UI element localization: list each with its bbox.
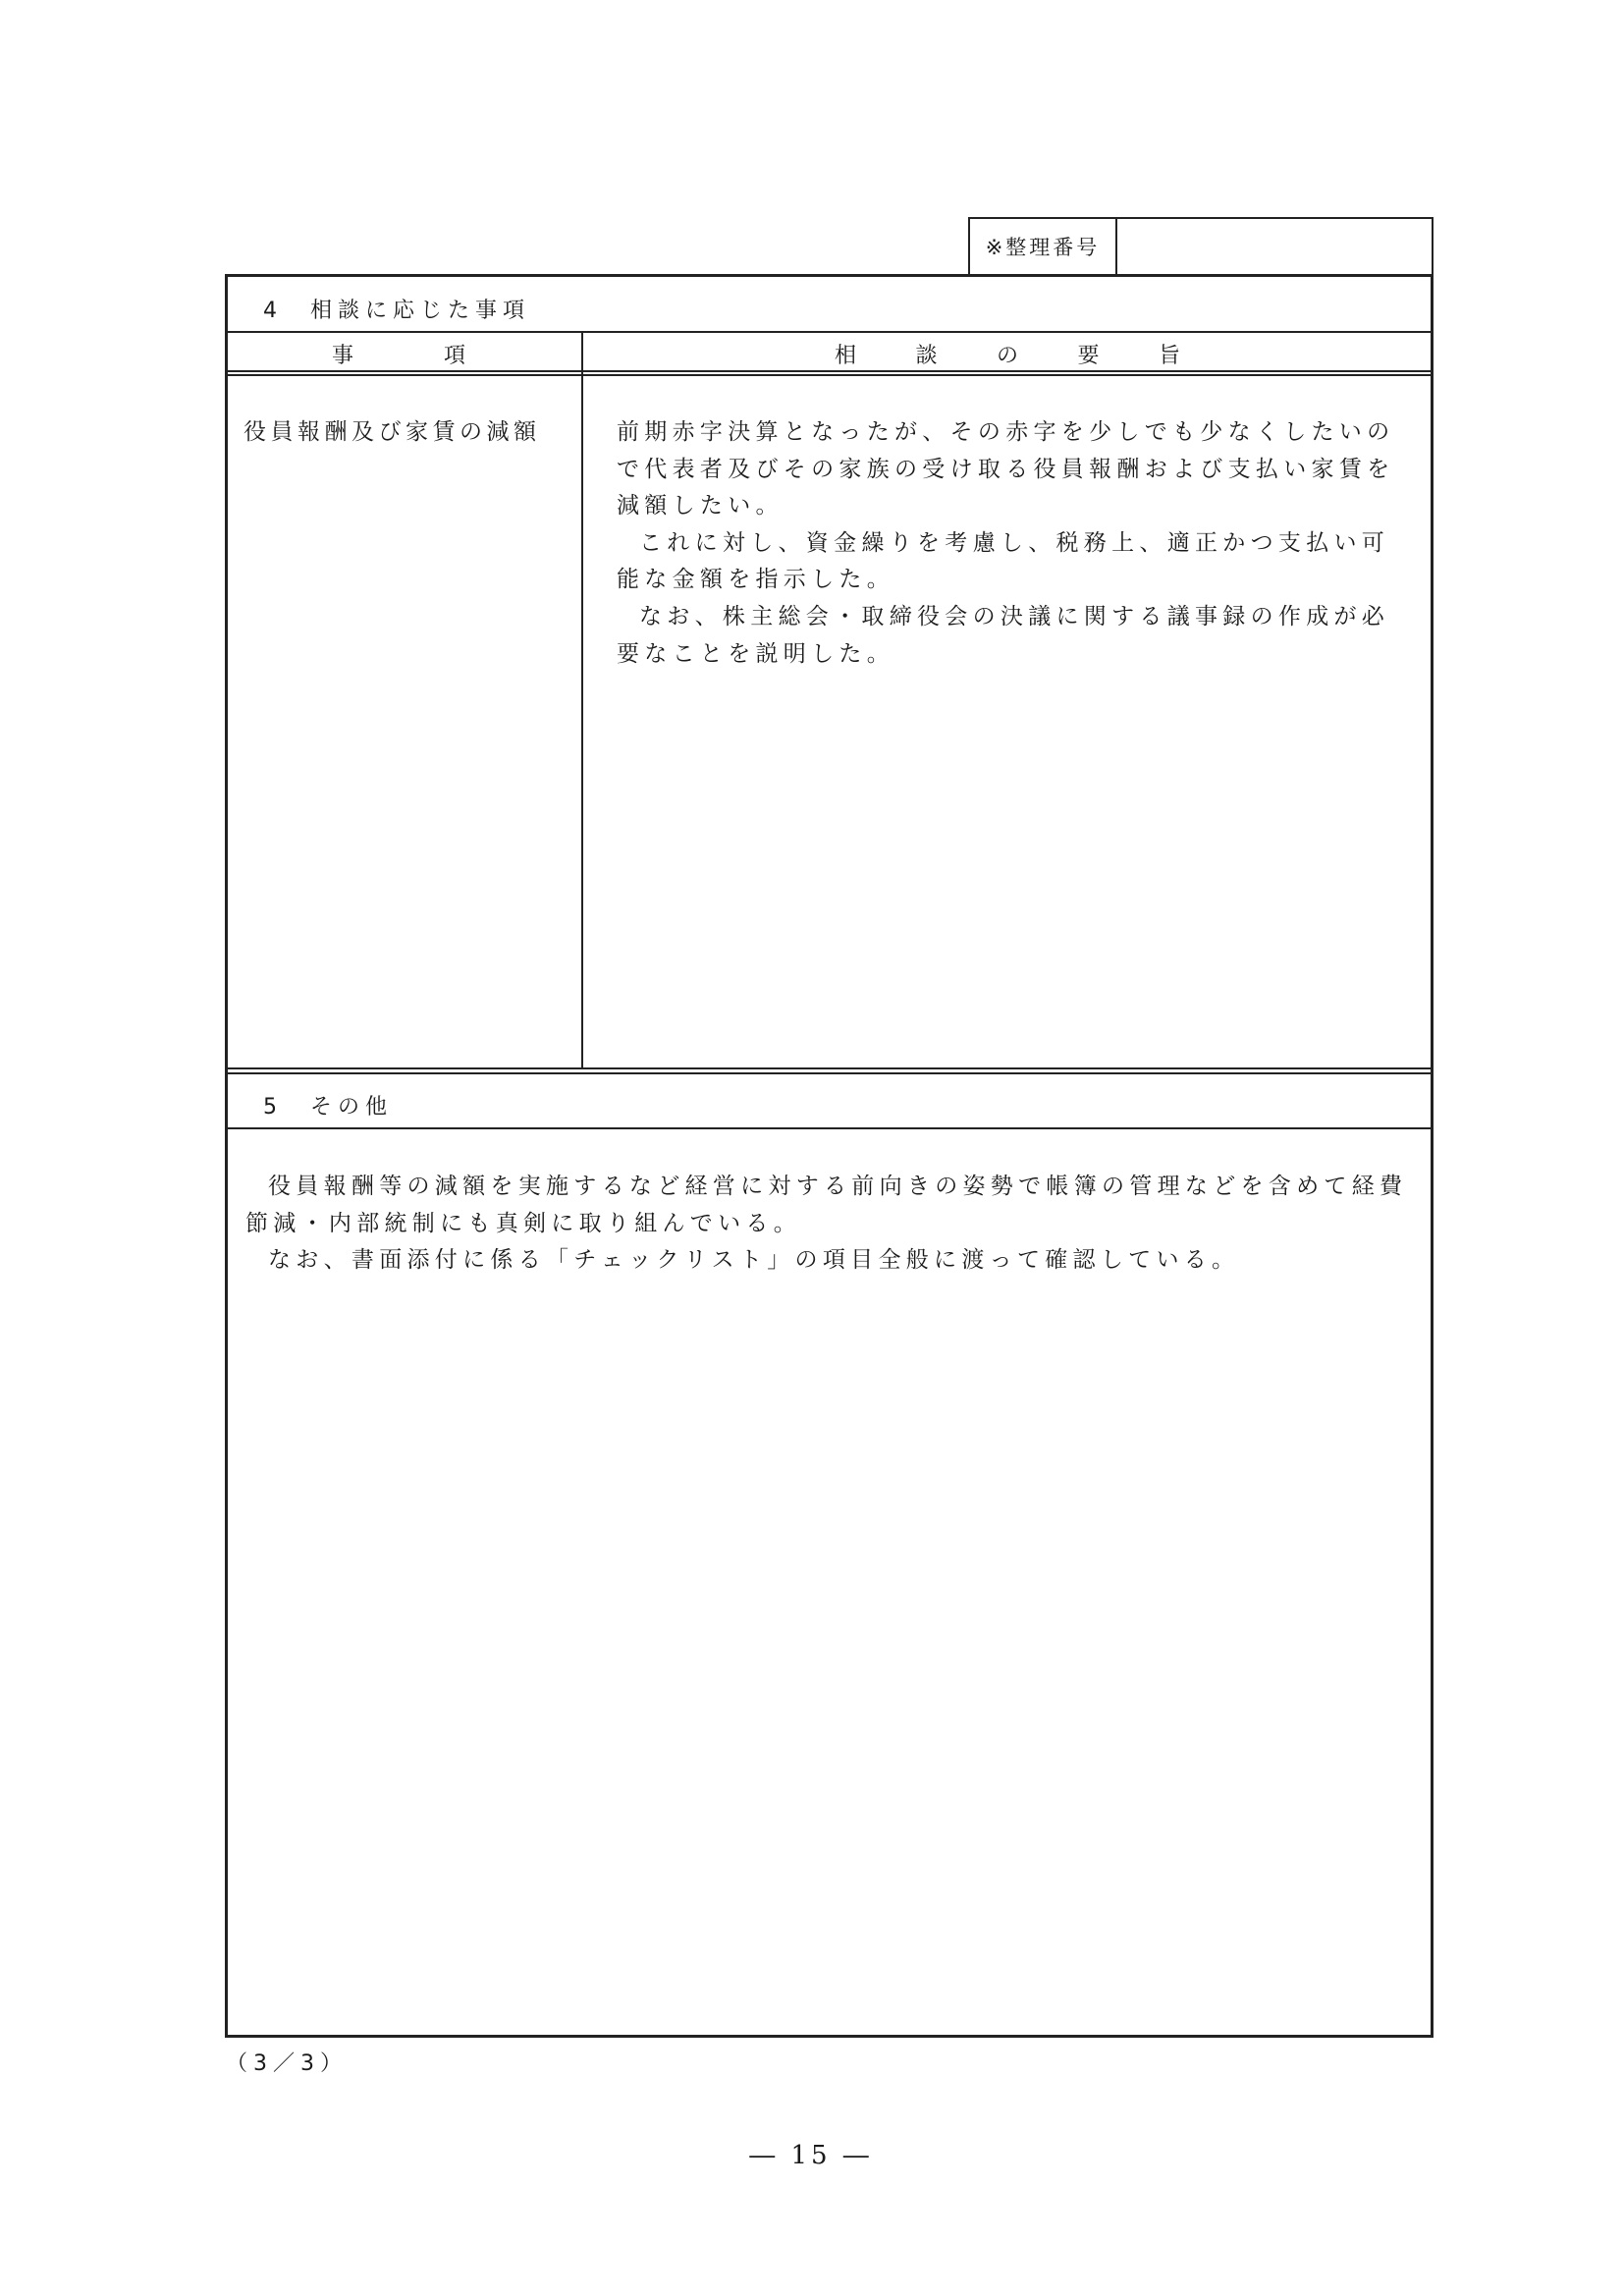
section5-text xyxy=(245,1169,1424,1280)
column-header-gist-char: 相 xyxy=(835,344,857,368)
column-header-gist-char: 談 xyxy=(915,344,938,368)
column-header-item xyxy=(332,339,465,369)
divider xyxy=(227,370,1432,372)
column-header-item-char: 項 xyxy=(443,344,465,368)
section5-paragraph: なお、書面添付に係る「チェックリスト」の項目全般に渡って確認している。 xyxy=(268,1247,1240,1274)
gist-paragraph: なお、株主総会・取締役会の決議に関する議事録の作成が必要なことを説明した。 xyxy=(617,603,1390,667)
section4-title: 4 相談に応じた事項 xyxy=(263,299,530,323)
gist-paragraph: これに対し、資金繰りを考慮し、税務上、適正かつ支払い可能な金額を指示した。 xyxy=(617,529,1390,593)
section-divider xyxy=(227,1072,1432,1074)
reference-number-value xyxy=(1119,219,1432,274)
column-divider xyxy=(581,333,583,1067)
column-header-gist-char: の xyxy=(996,344,1018,368)
gist-paragraph: 前期赤字決算となったが、その赤字を少しでも少なくしたいので代表者及びその家族の受け取る役員報酬および支払い家賃を減額したい。 xyxy=(617,419,1395,519)
gist-text xyxy=(617,414,1414,673)
reference-number-label: ※整理番号 xyxy=(970,219,1117,274)
column-header-item-char: 事 xyxy=(332,344,354,368)
section-divider xyxy=(227,1067,1432,1069)
section5-title: 5 その他 xyxy=(263,1095,393,1120)
divider xyxy=(227,374,1432,376)
page-fraction: （3／3） xyxy=(226,2051,348,2076)
divider xyxy=(227,331,1432,333)
page-number: ― 15 ― xyxy=(749,2141,873,2170)
section5-paragraph: 役員報酬等の減額を実施するなど経営に対する前向きの姿勢で帳簿の管理などを含めて経費節減・内部統制にも真剣に取り組んでいる。 xyxy=(245,1174,1408,1236)
divider xyxy=(227,1127,1432,1129)
column-header-gist-char: 旨 xyxy=(1158,344,1180,368)
item-text: 役員報酬及び家賃の減額 xyxy=(243,419,541,445)
column-header-gist xyxy=(835,339,1180,369)
column-header-gist-char: 要 xyxy=(1077,344,1100,368)
